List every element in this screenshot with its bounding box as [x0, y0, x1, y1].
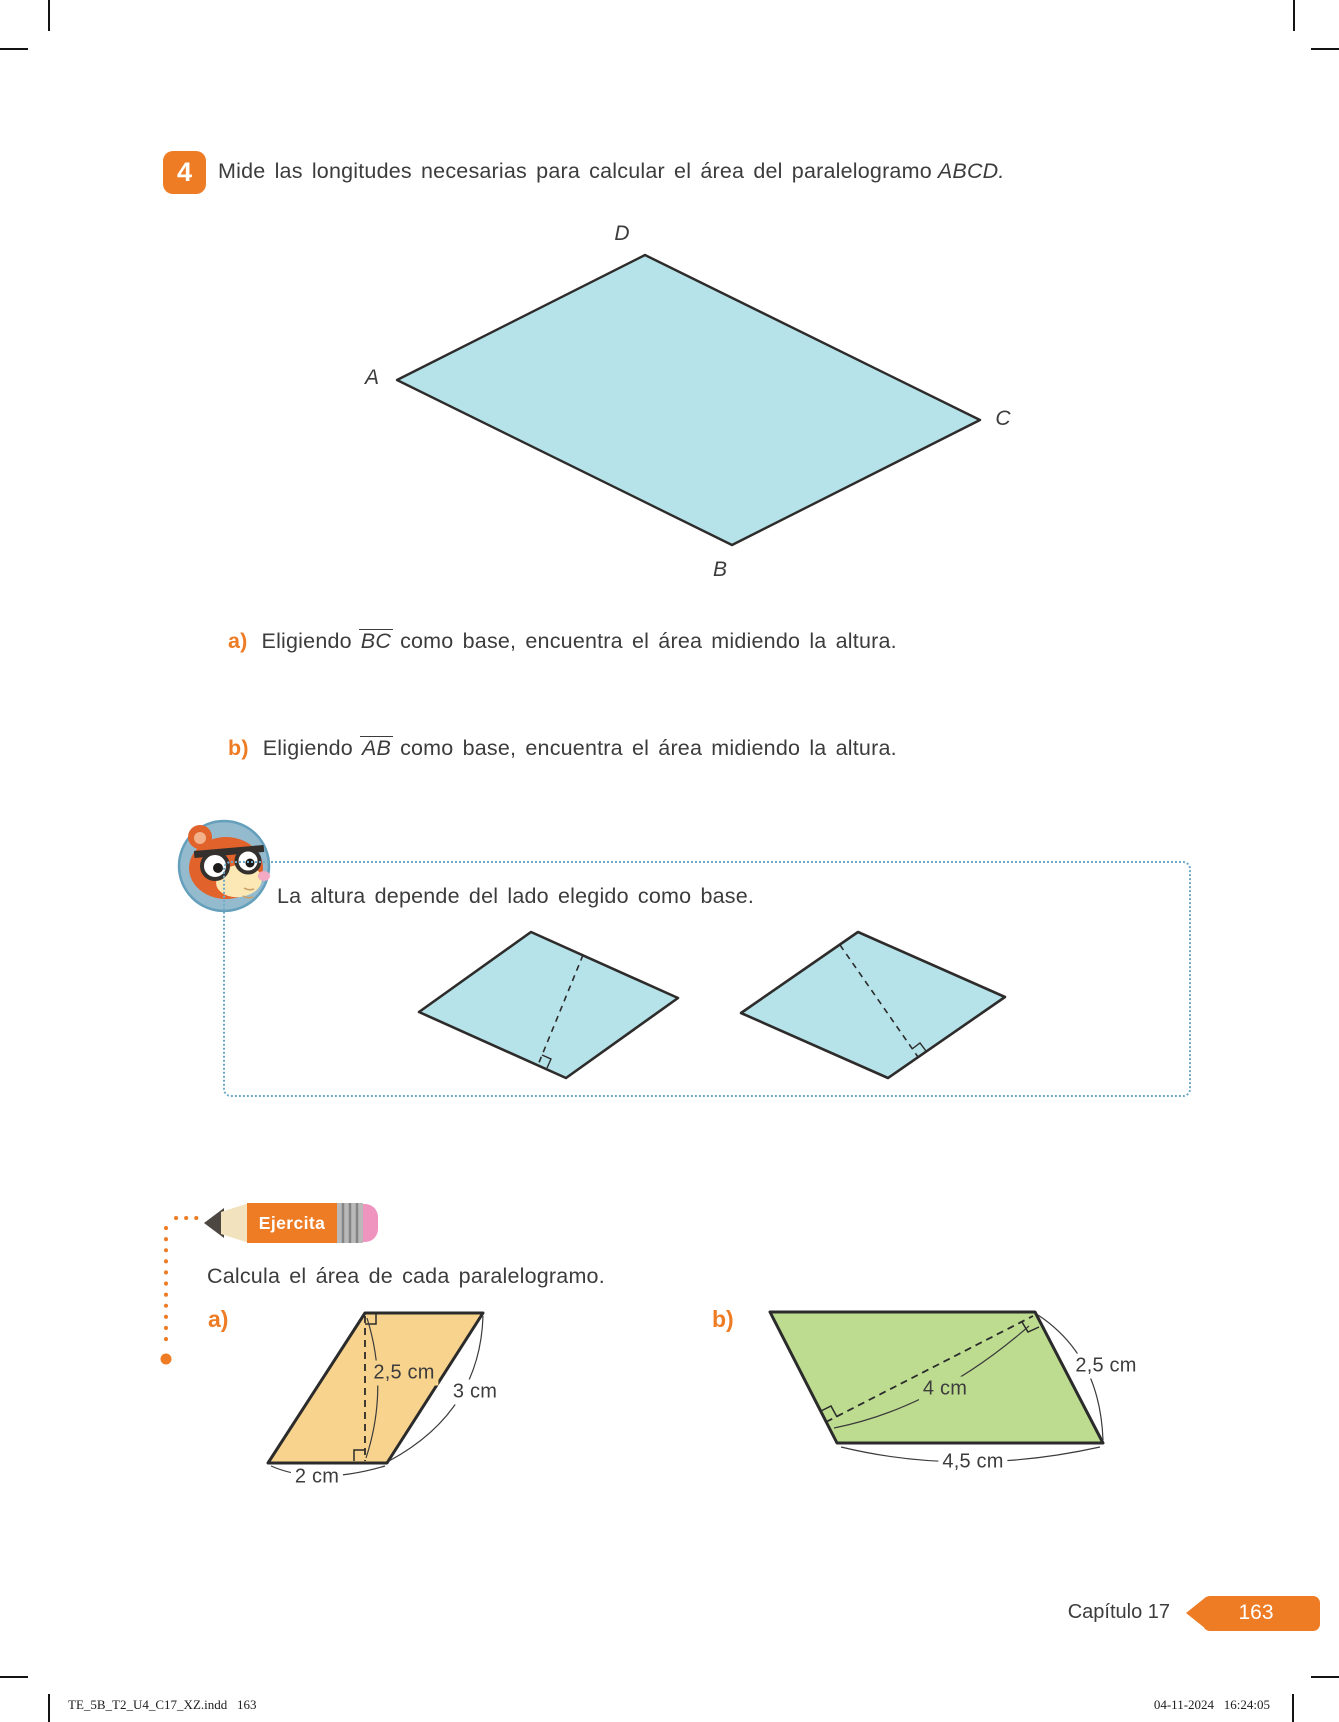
subitem-a-post: como base, encuentra el área midiendo la altura.	[400, 629, 897, 653]
subitem-b-pre: Eligiendo	[262, 736, 353, 760]
subitem-a-label: a)	[228, 629, 248, 653]
ejercita-instruction: Calcula el área de cada paralelogramo.	[207, 1264, 605, 1288]
ejercita-trail-end-dot	[161, 1354, 172, 1365]
exercise-b-side-label: 2,5 cm	[1071, 1354, 1140, 1379]
exercise-instruction-text: Mide las longitudes necesarias para calcular el área del paralelogramo	[218, 159, 932, 183]
exercise-number: 4	[176, 157, 193, 187]
exercise-b-base-label: 4,5 cm	[938, 1450, 1007, 1475]
exercise-b-height-label: 4 cm	[919, 1377, 971, 1402]
subitem-a-base-ref: BC	[360, 629, 392, 653]
subitem-b-post: como base, encuentra el área midiendo la altura.	[400, 736, 897, 760]
subitem-b-base-ref: AB	[361, 736, 392, 760]
subitem-a-pre: Eligiendo	[261, 629, 352, 653]
exercise-instruction	[218, 159, 1018, 184]
imprint-left: TE_5B_T2_U4_C17_XZ.indd 163	[68, 1697, 257, 1712]
pencil-wood	[221, 1203, 249, 1243]
exercise-a-base-label: 2 cm	[291, 1465, 343, 1490]
exercise-a-label: a)	[208, 1306, 229, 1332]
ejercita-dotted-trail	[166, 1218, 200, 1348]
exercise-number-box	[163, 151, 206, 194]
exercise-b-label: b)	[712, 1306, 734, 1332]
footer-chapter: Capítulo 17	[1067, 1601, 1170, 1623]
subitem-b	[228, 736, 897, 761]
subitem-a	[228, 629, 897, 654]
ejercita-badge-label: Ejercita	[258, 1212, 326, 1233]
vertex-label-d: D	[614, 222, 630, 245]
subitem-b-label: b)	[228, 736, 249, 760]
parallelogram-abcd	[397, 255, 980, 545]
exercise-instruction-italic: ABCD.	[937, 159, 1005, 183]
tip-text: La altura depende del lado elegido como base.	[277, 884, 755, 908]
exercise-a-height-label: 2,5 cm	[369, 1361, 438, 1386]
exercise-a-side-label: 3 cm	[449, 1380, 501, 1405]
imprint-right: 04-11-2024 16:24:05	[1153, 1697, 1270, 1712]
vertex-label-a: A	[364, 366, 380, 389]
footer-page-number: 163	[1238, 1601, 1274, 1624]
vertex-label-b: B	[712, 558, 728, 581]
vertex-label-c: C	[995, 407, 1011, 430]
